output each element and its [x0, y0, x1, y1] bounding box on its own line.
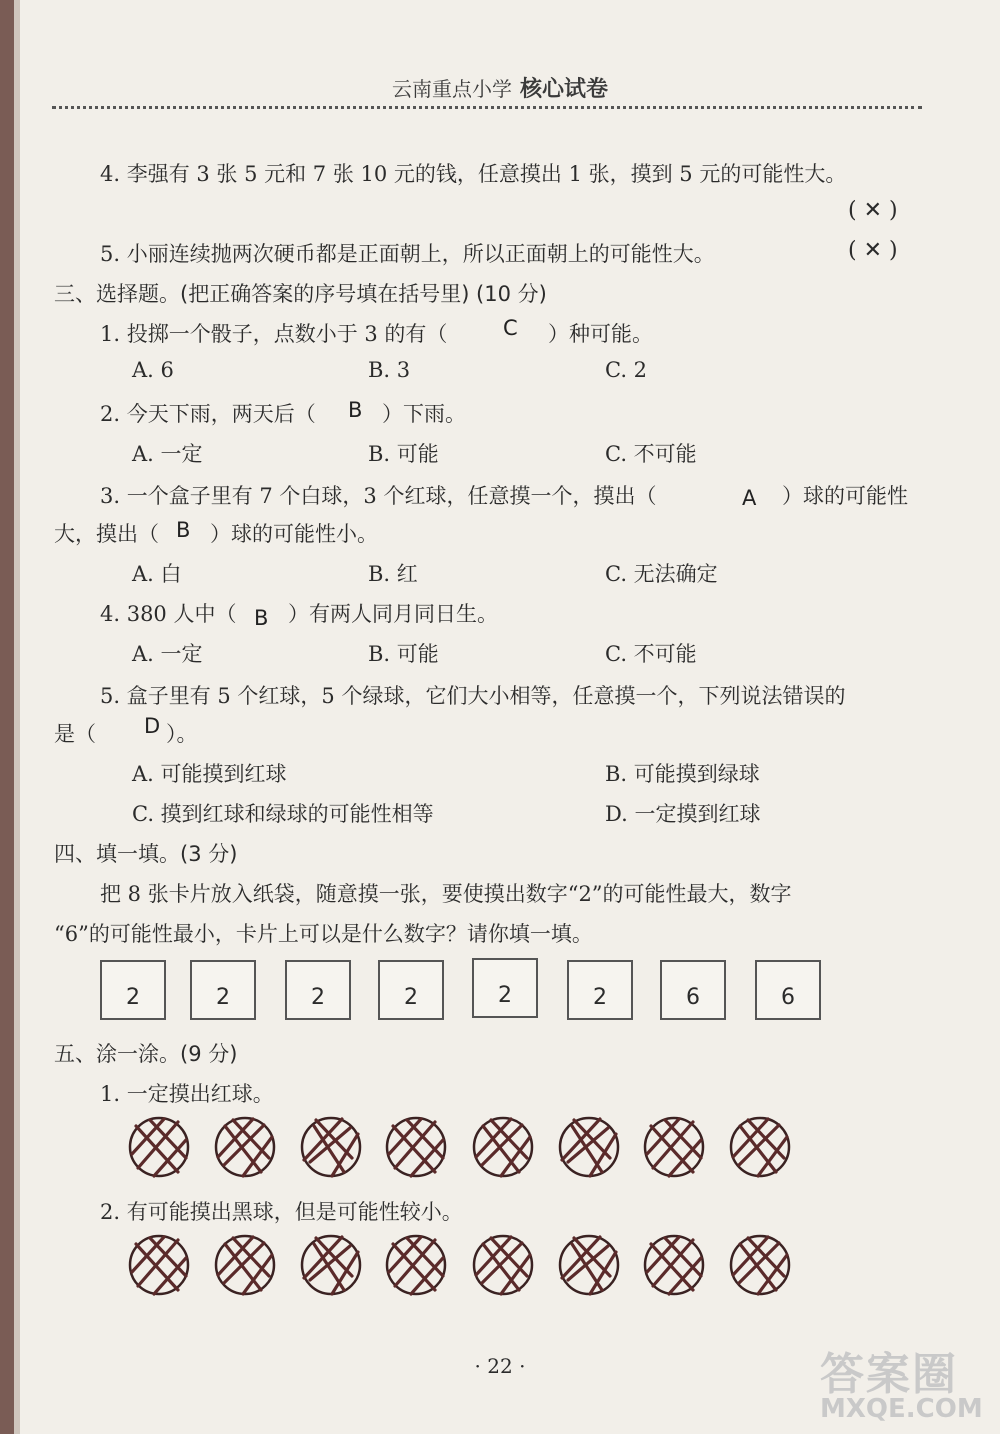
- hatched-ball: [212, 1114, 278, 1180]
- card-digit: 2: [404, 985, 418, 1010]
- hatched-ball: [470, 1232, 536, 1298]
- number-card: [567, 960, 633, 1020]
- s5-q2-text: 2. 有可能摸出黑球，但是可能性较小。: [100, 1200, 463, 1224]
- s4-line1: 把 8 张卡片放入纸袋，随意摸一张，要使摸出数字“2”的可能性最大，数字: [100, 882, 792, 906]
- s3-q4-option-b: B. 可能: [368, 642, 439, 666]
- hatched-ball: [126, 1114, 192, 1180]
- s3-q5-line2-a: 是（: [54, 722, 96, 746]
- s3-q4-answer: B: [254, 606, 269, 630]
- s3-q5-line2-b: ）。: [166, 722, 198, 746]
- s3-q2-text-b: ）下雨。: [382, 402, 466, 426]
- number-card: [285, 960, 351, 1020]
- hatched-ball: [556, 1114, 622, 1180]
- s3-q1-option-b: B. 3: [368, 358, 411, 382]
- s3-q2-text-a: 2. 今天下雨，两天后（: [100, 402, 316, 426]
- s3-q3-option-a: A. 白: [132, 562, 182, 586]
- page-edge: [0, 0, 14, 1434]
- number-card: [190, 960, 256, 1020]
- s5-q1-text: 1. 一定摸出红球。: [100, 1082, 274, 1106]
- s4-line2: “6”的可能性最小，卡片上可以是什么数字？请你填一填。: [54, 922, 593, 946]
- s3-q2-option-b: B. 可能: [368, 442, 439, 466]
- hatched-ball: [298, 1232, 364, 1298]
- s3-q4-text-a: 4. 380 人中（: [100, 602, 237, 626]
- s3-q3-text-a: 3. 一个盒子里有 7 个白球，3 个红球，任意摸一个，摸出（: [100, 484, 657, 508]
- hatched-ball: [212, 1232, 278, 1298]
- watermark-logo: 答案圈: [820, 1349, 958, 1400]
- judge-q4: 4. 李强有 3 张 5 元和 7 张 10 元的钱，任意摸出 1 张，摸到 5 元的可能性大。: [100, 162, 847, 186]
- s3-q3-option-c: C. 无法确定: [605, 562, 718, 586]
- s3-q4-option-c: C. 不可能: [605, 642, 697, 666]
- s3-q4-text-b: ）有两人同月同日生。: [288, 602, 498, 626]
- hatched-ball: [641, 1114, 707, 1180]
- number-card: [472, 958, 538, 1018]
- s3-q5-option-a: A. 可能摸到红球: [132, 762, 287, 786]
- page-header: [0, 72, 1000, 103]
- s3-q5-option-d: D. 一定摸到红球: [605, 802, 761, 826]
- s3-q5-option-c: C. 摸到红球和绿球的可能性相等: [132, 802, 434, 826]
- s3-q3-answer1: A: [742, 486, 757, 510]
- section4-title: 四、填一填。(3 分): [54, 842, 238, 866]
- s3-q4-option-a: A. 一定: [132, 642, 203, 666]
- s3-q2-option-a: A. 一定: [132, 442, 203, 466]
- section3-title: 三、选择题。(把正确答案的序号填在括号里) (10 分): [54, 282, 547, 306]
- judge-q5-answer: ( ✕ ): [848, 238, 898, 263]
- judge-q4-answer: ( ✕ ): [848, 198, 898, 223]
- watermark-url: MXQE.COM: [820, 1394, 983, 1424]
- hatched-ball: [470, 1114, 536, 1180]
- hatched-ball: [383, 1232, 449, 1298]
- card-digit: 2: [126, 985, 140, 1010]
- number-card: [755, 960, 821, 1020]
- s3-q5-answer: D: [144, 714, 161, 738]
- hatched-ball: [383, 1114, 449, 1180]
- card-digit: 6: [781, 985, 795, 1010]
- hatched-ball: [727, 1232, 793, 1298]
- header-school: 云南重点小学: [391, 77, 512, 101]
- card-digit: 6: [686, 985, 700, 1010]
- s3-q3-line2-a: 大，摸出（: [54, 522, 159, 546]
- s3-q1-text-a: 1. 投掷一个骰子，点数小于 3 的有（: [100, 322, 448, 346]
- card-digit: 2: [593, 985, 607, 1010]
- s3-q2-answer: B: [348, 398, 363, 422]
- number-card: [100, 960, 166, 1020]
- hatched-ball: [126, 1232, 192, 1298]
- number-card: [660, 960, 726, 1020]
- s3-q3-option-b: B. 红: [368, 562, 418, 586]
- hatched-ball: [727, 1114, 793, 1180]
- card-digit: 2: [311, 985, 325, 1010]
- s3-q5-option-b: B. 可能摸到绿球: [605, 762, 760, 786]
- card-digit: 2: [216, 985, 230, 1010]
- hatched-ball: [641, 1232, 707, 1298]
- hatched-ball: [298, 1114, 364, 1180]
- s3-q2-option-c: C. 不可能: [605, 442, 697, 466]
- number-card: [378, 960, 444, 1020]
- header-divider: [52, 106, 922, 109]
- s3-q1-answer: C: [503, 316, 518, 340]
- s3-q1-option-c: C. 2: [605, 358, 648, 382]
- s3-q1-option-a: A. 6: [132, 358, 174, 382]
- page-edge-shadow: [14, 0, 20, 1434]
- judge-q5: 5. 小丽连续抛两次硬币都是正面朝上，所以正面朝上的可能性大。: [100, 242, 715, 266]
- hatched-ball: [556, 1232, 622, 1298]
- s3-q3-answer2: B: [176, 518, 191, 542]
- card-digit: 2: [498, 983, 512, 1008]
- s3-q1-text-b: ）种可能。: [548, 322, 653, 346]
- s3-q3-text-b: ）球的可能性: [782, 484, 908, 508]
- s3-q3-line2-b: ）球的可能性小。: [210, 522, 378, 546]
- header-title: 核心试卷: [519, 77, 608, 102]
- page-number: · 22 ·: [474, 1354, 526, 1378]
- s3-q5-text: 5. 盒子里有 5 个红球，5 个绿球，它们大小相等，任意摸一个，下列说法错误的: [100, 684, 846, 708]
- section5-title: 五、涂一涂。(9 分): [54, 1042, 238, 1066]
